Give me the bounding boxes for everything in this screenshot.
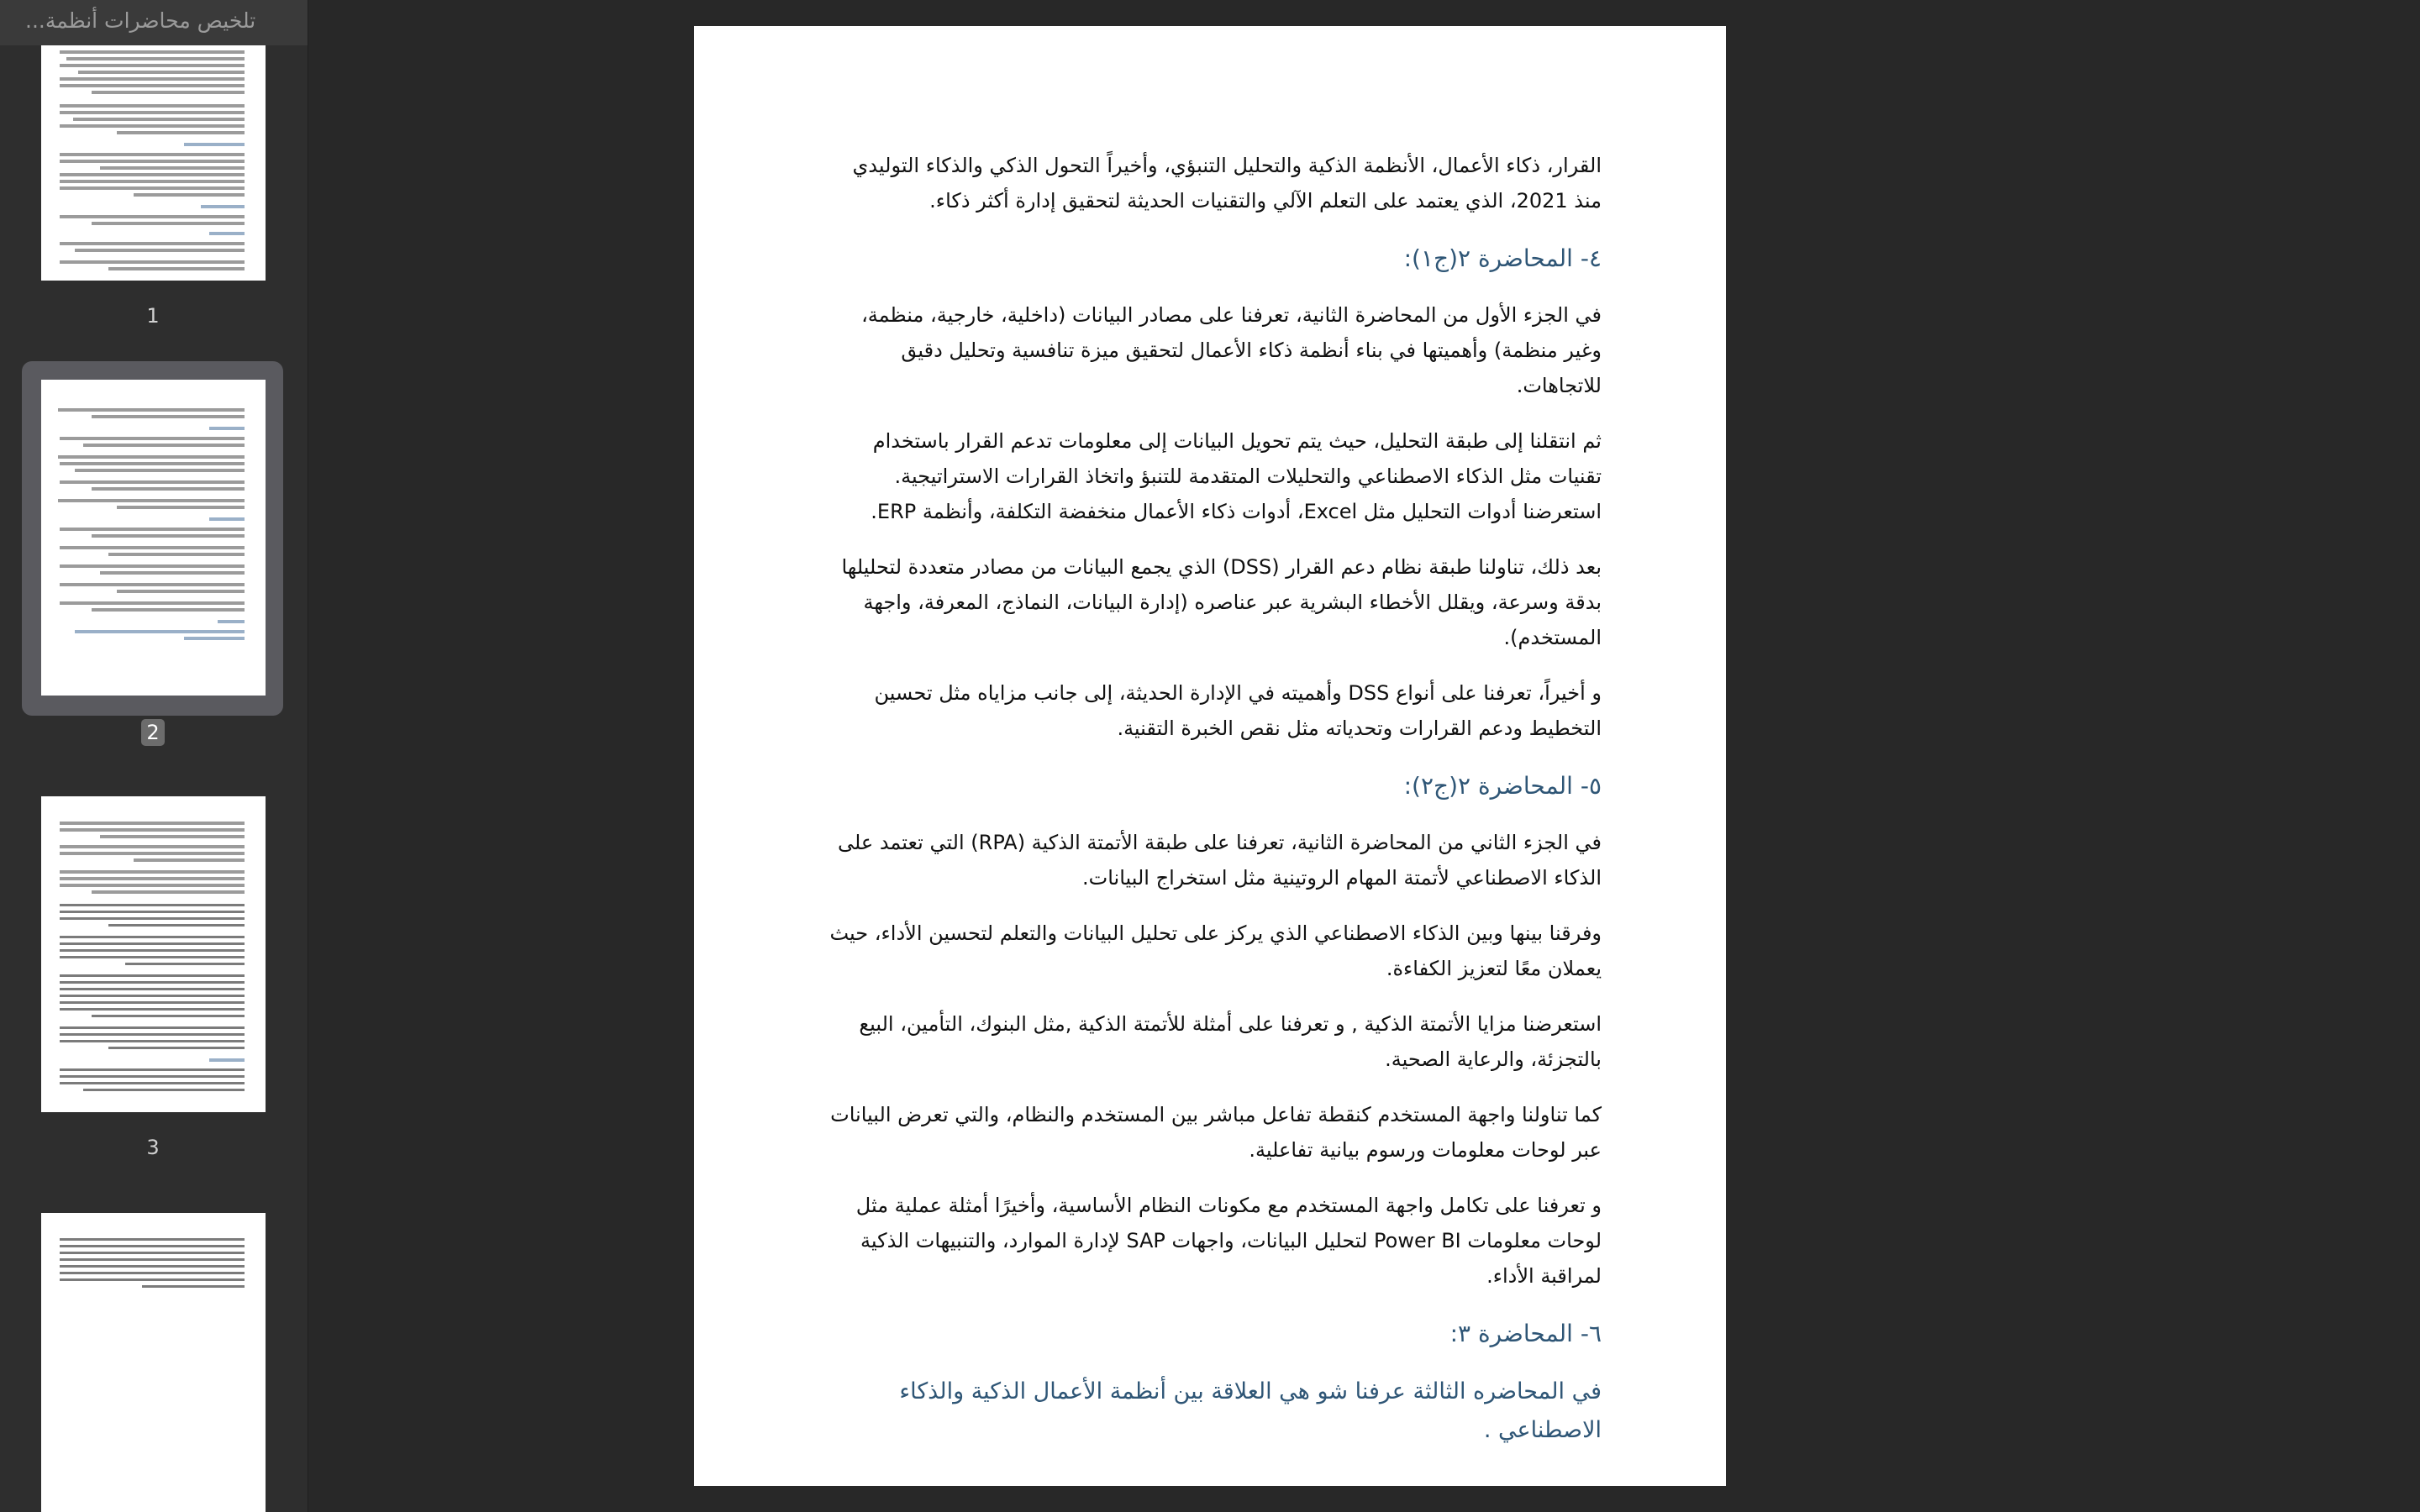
heading-lecture-3: ٦- المحاضرة ٣:	[1449, 1320, 1602, 1347]
page-content	[820, 148, 1602, 1470]
watermark-logo	[1064, 1404, 1366, 1471]
paragraph-rpa: في الجزء الثاني من المحاضرة الثانية، تعرفنا على طبقة الأتمتة الذكية (RPA) التي تعتمد على الذكاء الاصطناعي لأتمتة المهام الروتينية مثل استخراج البيانات.	[837, 831, 1602, 890]
page-number-1: 1	[146, 304, 160, 328]
paragraph-dss-types: و أخيراً، تعرفنا على أنواع DSS وأهميته في الإدارة الحديثة، إلى جانب مزاياه مثل تحسين التخطيط ودعم القرارات وتحدياته مثل نقص الخبرة التقنية.	[874, 681, 1602, 740]
paragraph-automation-examples: استعرضنا مزايا الأتمتة الذكية , و تعرفنا على أمثلة للأتمتة الذكية ,مثل البنوك، التأمين، البيع بالتجزئة، والرعاية الصحية.	[859, 1012, 1602, 1071]
heading-lecture-2-part-1: ٤- المحاضرة ٢(ج١):	[1403, 244, 1602, 272]
paragraph-user-interface: كما تناولنا واجهة المستخدم كنقطة تفاعل مباشر بين المستخدم والنظام، والتي تعرض البيانات عبر لوحات معلومات ورسوم بيانية تفاعلية.	[830, 1103, 1602, 1162]
intro-paragraph: القرار، ذكاء الأعمال، الأنظمة الذكية والتحليل التنبؤي، وأخيراً التحول الذكي والذكاء التوليدي منذ 2021، الذي يعتمد على التعلم الآلي والتقنيات الحديثة لتحقيق إدارة أكثر ذكاء.	[852, 154, 1602, 213]
page-number-2: 2	[141, 719, 165, 746]
paragraph-analysis-layer: ثم انتقلنا إلى طبقة التحليل، حيث يتم تحويل البيانات إلى معلومات تدعم القرار باستخدام تقنيات مثل الذكاء الاصطناعي والتحليلات المتقدمة للتنبؤ واتخاذ القرارات الاستراتيجية. استعرضنا أدوات التحليل مثل Excel، أدوات ذكاء الأعمال منخفضة التكلفة، وأنظمة ERP.	[871, 429, 1602, 523]
page-thumbnail-3[interactable]	[41, 796, 266, 1112]
paragraph-dss: بعد ذلك، تناولنا طبقة نظام دعم القرار (DSS) الذي يجمع البيانات من مصادر متعددة لتحليلها بدقة وسرعة، ويقلل الأخطاء البشرية عبر عناصره (إدارة البيانات، النماذج، المعرفة، واجهة المستخدم).	[841, 555, 1602, 649]
document-page	[694, 26, 1726, 1486]
document-title: تلخيص محاضرات أنظمة...	[0, 0, 308, 45]
heading-lecture-2-part-2: ٥- المحاضرة ٢(ج٢):	[1403, 772, 1602, 800]
paragraph-ai-difference: وفرقنا بينها وبين الذكاء الاصطناعي الذي يركز على تحليل البيانات والتعلم لتحسين الأداء، حيث يعملان معًا لتعزيز الكفاءة.	[829, 921, 1602, 980]
paragraph-lecture-3: في المحاضره الثالثة عرفنا شو هي العلاقة بين أنظمة الأعمال الذكية والذكاء الاصطناعي .	[899, 1378, 1602, 1443]
paragraph-data-sources: في الجزء الأول من المحاضرة الثانية، تعرفنا على مصادر البيانات (داخلية، خارجية، منظمة، وغير منظمة) وأهميتها في بناء أنظمة ذكاء الأعمال لتحقيق ميزة تنافسية وتحليل دقيق للاتجاهات.	[861, 303, 1602, 397]
paragraph-ui-integration: و تعرفنا على تكامل واجهة المستخدم مع مكونات النظام الأساسية، وأخيرًا أمثلة عملية مثل لوحات معلومات Power BI لتحليل البيانات، واجهات SAP لإدارة الموارد، والتنبيهات الذكية لمراقبة الأداء.	[855, 1194, 1602, 1288]
page-thumbnail-2[interactable]	[41, 380, 266, 696]
thumbnail-sidebar	[0, 0, 308, 1512]
page-number-3: 3	[146, 1136, 160, 1159]
page-thumbnail-4[interactable]	[41, 1213, 266, 1512]
page-thumbnail-1[interactable]	[41, 45, 266, 281]
